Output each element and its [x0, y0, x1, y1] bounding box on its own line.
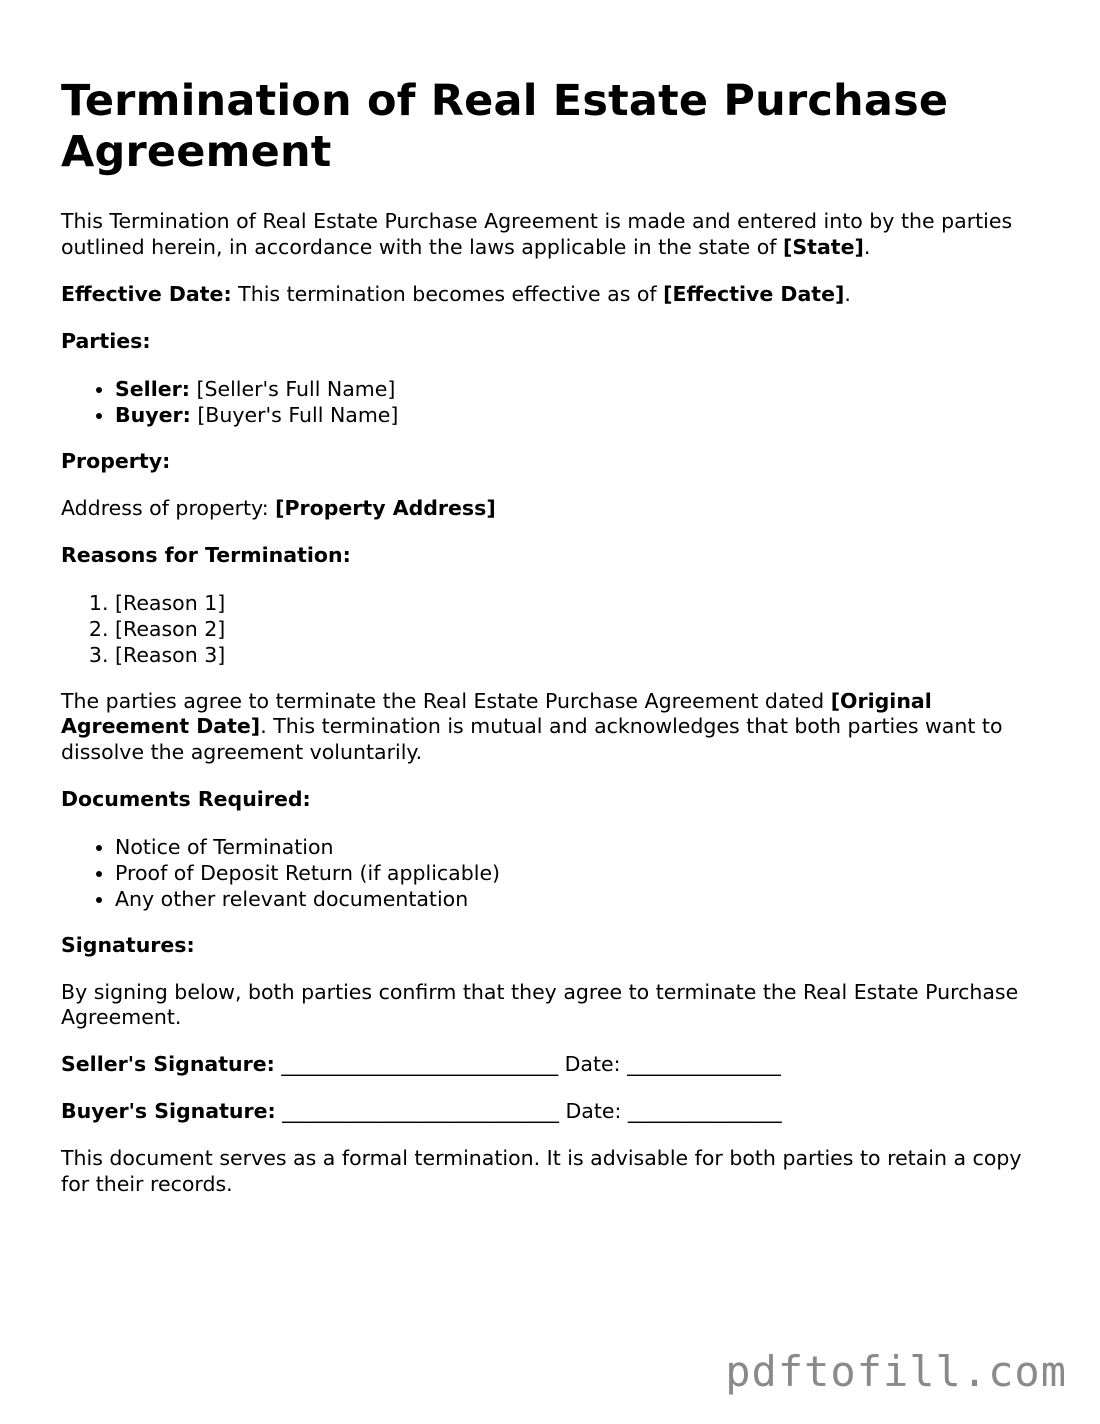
parties-list: [61, 376, 1041, 428]
signatures-heading: [61, 933, 1041, 959]
document: [61, 76, 1041, 1219]
watermark: pdftofill.com: [725, 1347, 1067, 1396]
seller-signature-line: [61, 1052, 1041, 1078]
seller-signature-label: Seller's Signature:: [61, 1052, 275, 1076]
effective-date-paragraph: [61, 282, 1041, 308]
property-paragraph: [61, 496, 1041, 522]
agreement-paragraph: [61, 689, 1041, 766]
agreement-text-1: The parties agree to terminate the Real Estate Purchase Agreement dated: [61, 688, 831, 713]
buyer-signature-label: Buyer's Signature:: [61, 1099, 276, 1123]
seller-name-placeholder: [Seller's Full Name]: [189, 376, 396, 401]
document-title: Termination of Real Estate Purchase Agreement: [61, 76, 949, 177]
buyer-name-placeholder: [Buyer's Full Name]: [190, 402, 399, 427]
list-item: • Any other relevant documentation: [115, 886, 1041, 912]
reasons-heading: [61, 543, 1041, 569]
intro-paragraph: [61, 209, 1041, 260]
original-agreement-date-placeholder: [Original Agreement Date]: [61, 688, 932, 738]
effective-date-text: This termination becomes effective as of: [231, 281, 664, 306]
buyer-signature-line: [61, 1099, 1041, 1125]
list-item: [115, 376, 1041, 402]
signatures-heading-text: Signatures:: [61, 932, 195, 957]
state-placeholder: [State]: [783, 234, 864, 259]
effective-date-label: Effective Date:: [61, 281, 232, 306]
intro-text: This Termination of Real Estate Purchase Agreement is made and entered into by the parties outlined herein, in accordance with the laws applicable in the state of: [61, 209, 1013, 259]
list-item: • Proof of Deposit Return (if applicable): [115, 860, 1041, 886]
documents-heading: [61, 787, 1041, 813]
parties-heading: [61, 329, 1041, 355]
seller-label: Seller:: [115, 376, 190, 401]
signatures-paragraph: By signing below, both parties confirm that they agree to terminate the Real Estate Purchase Agreement.: [61, 979, 1019, 1029]
property-label: Address of property:: [61, 495, 276, 520]
intro-end: .: [863, 234, 871, 259]
documents-heading-text: Documents Required:: [61, 786, 311, 811]
agreement-text-2: . This termination is mutual and acknowledges that both parties want to dissolve the agreement voluntarily.: [61, 714, 1003, 764]
buyer-label: Buyer:: [115, 402, 191, 427]
effective-date-placeholder: [Effective Date]: [663, 281, 845, 306]
list-item: [115, 402, 1041, 428]
parties-heading-text: Parties:: [61, 328, 151, 353]
reasons-list: [61, 590, 1041, 668]
list-item: 3. [Reason 3]: [115, 642, 1041, 668]
property-heading-text: Property:: [61, 448, 171, 473]
property-address-placeholder: [Property Address]: [275, 495, 496, 520]
list-item: 1. [Reason 1]: [115, 590, 1041, 616]
list-item: • Notice of Termination: [115, 834, 1041, 860]
buyer-signature-blank[interactable]: ___________________________ Date: _______________: [275, 1099, 782, 1123]
property-heading: [61, 449, 1041, 475]
reasons-heading-text: Reasons for Termination:: [61, 542, 351, 567]
documents-list: [61, 834, 1041, 912]
closing-paragraph: This document serves as a formal termination. It is advisable for both parties to retain a copy for their records.: [61, 1146, 1022, 1196]
list-item: 2. [Reason 2]: [115, 616, 1041, 642]
effective-date-end: .: [844, 281, 851, 306]
seller-signature-blank[interactable]: ___________________________ Date: _______________: [274, 1052, 781, 1076]
